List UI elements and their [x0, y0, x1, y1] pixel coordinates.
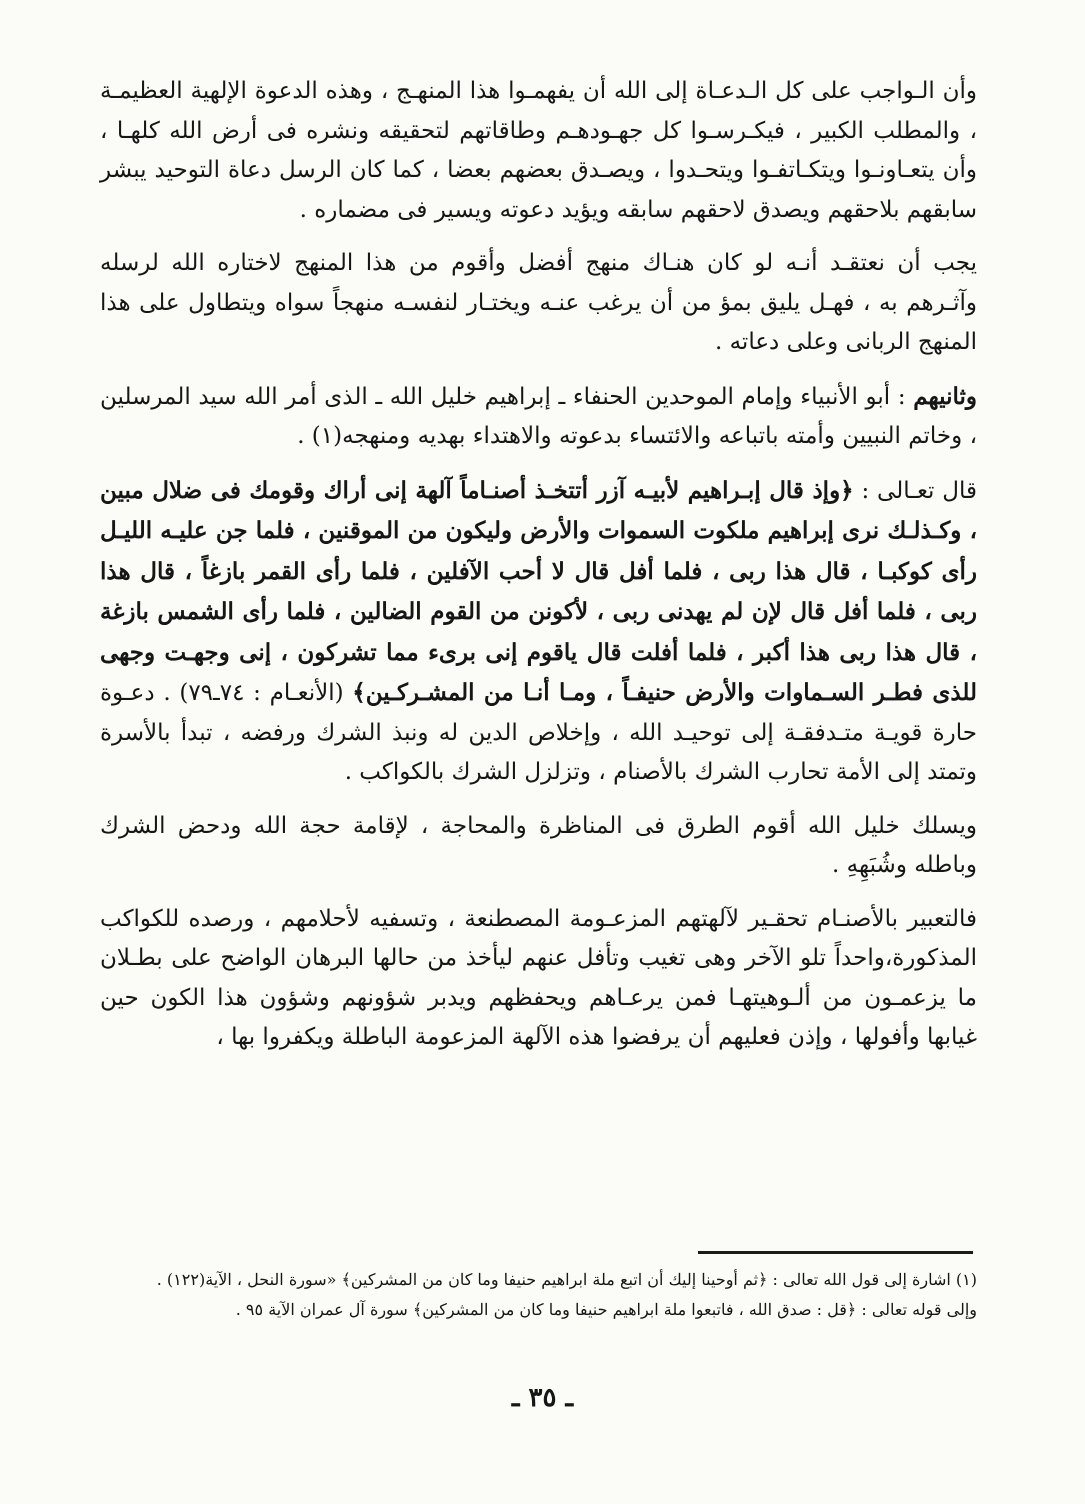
- paragraph-ibrahim-intro: [100, 377, 977, 457]
- paragraph-quran-quote: [100, 471, 977, 793]
- section-lead-text: : أبو الأنبياء وإمام الموحدين الحنفاء ـ إبراهيم خليل الله ـ الذى أمر الله سيد المرسلين ، وخاتم النبيين وأمته باتباعه والائتساء بدعوته والاهتداء بهديه ومنهجه(١) .: [100, 383, 977, 449]
- page-number: ـ ٣٥ ـ: [511, 1383, 574, 1413]
- paragraph-debate-method: ويسلك خليل الله أقوم الطرق فى المناظرة والمحاجة ، لإقامة حجة الله ودحض الشرك وباطله وشُبَهِهِ .: [100, 812, 977, 878]
- quran-reference: (الأنعـام : ٧٤ـ٧٩): [179, 680, 344, 706]
- paragraph-duty-of-callers: وأن الـواجب على كل الـدعـاة إلى الله أن يفهمـوا هذا المنهـج ، وهذه الدعوة الإلهية العظيمـة ، والمطلب الكبير ، فيكـرسـوا كل جهـودهـم وطاقاتهم لتحقيقه ونشره فى أرض الله كلهـا ، وأن يتعـاونـوا ويتكـاتفـوا ويتحـدوا ، ويصـدق بعضهم بعضا ، كما كان الرسل دعاة التوحيد يبشر سابقهم بلاحقهم ويصدق لاحقهم سابقه ويؤيد دعوته ويسير فى مضماره .: [100, 78, 977, 223]
- section-lead-word: وثانيهم: [913, 382, 977, 410]
- footnote-1: (١) اشارة إلى قول الله تعالى : ﴿ثم أوحينا إليك أن اتبع ملة ابراهيم حنيفا وما كان من المشركين﴾ «سورة النحل ، الآية(١٢٢) .: [156, 1270, 977, 1289]
- footnote-2: وإلى قوله تعالى : ﴿قل : صدق الله ، فاتبعوا ملة ابراهيم حنيفا وما كان من المشركين﴾ سورة آل عمران الآية ٩٥ .: [235, 1300, 977, 1319]
- quran-verse: ﴿وإذ قال إبـراهيم لأبيـه آزر أتتخـذ أصنـاماً آلهة إنى أراك وقومك فى ضلال مبين ، وكـذلـك نرى إبراهيم ملكوت السموات والأرض وليكون من الموقنين ، فلما جن عليـه الليـل رأى كوكبـا ، قال هذا ربى ، فلما أفل قال لا أحب الآفلين ، فلما رأى القمر بازغاً ، قال هذا ربى ، فلما أفل قال لإن لم يهدنى ربى ، لأكونن من القوم الضالين ، فلما رأى الشمس بازغة ، قال هذا ربى هذا أكبر ، فلما أفلت قال ياقوم إنى برىء مما تشركون ، إنى وجهـت وجهى للذى فطـر السـماوات والأرض حنيفـاً ، ومـا أنـا من المشـركـين﴾: [100, 476, 978, 706]
- footnote-divider: [698, 1251, 973, 1254]
- paragraph-best-method: يجب أن نعتقـد أنـه لو كان هنـاك منهج أفضل وأقوم من هذا المنهج لاختاره الله لرسله وآثـرهم به ، فهـل يليق بمؤ من أن يرغب عنـه ويختـار لنفسـه منهجاً سواه ويتطاول على هذا المنهج الربانى وعلى دعاته .: [100, 250, 977, 355]
- footnotes: [100, 1266, 977, 1326]
- page-body: [100, 72, 977, 1072]
- quote-intro: قال تعـالى :: [853, 477, 977, 504]
- quran-commentary: . دعـوة حارة قويـة متـدفقـة إلى توحيـد الله ، وإخلاص الدين له ونبذ الشرك ورفضه ، تبدأ بالأسرة وتمتد إلى الأمة تحارب الشرك بالأصنام ، وتزلزل الشرك بالكواكب .: [100, 680, 977, 785]
- paragraph-idols-critique: فالتعبير بالأصنـام تحقـير لآلهتهم المزعـومة المصطنعة ، وتسفيه لأحلامهم ، ورصده للكواكب المذكورة،واحداً تلو الآخر وهى تغيب وتأفل عنهم ليأخذ من حالها البرهان الواضح على بطـلان ما يزعمـون من ألـوهيتهـا فمن يرعـاهم ويحفظهم ويدبر شؤونهم وشؤون هذا الكون حين غيابها وأفولها ، وإذن فعليهم أن يرفضوا هذه الآلهة المزعومة الباطلة ويكفروا بها ،: [100, 905, 977, 1050]
